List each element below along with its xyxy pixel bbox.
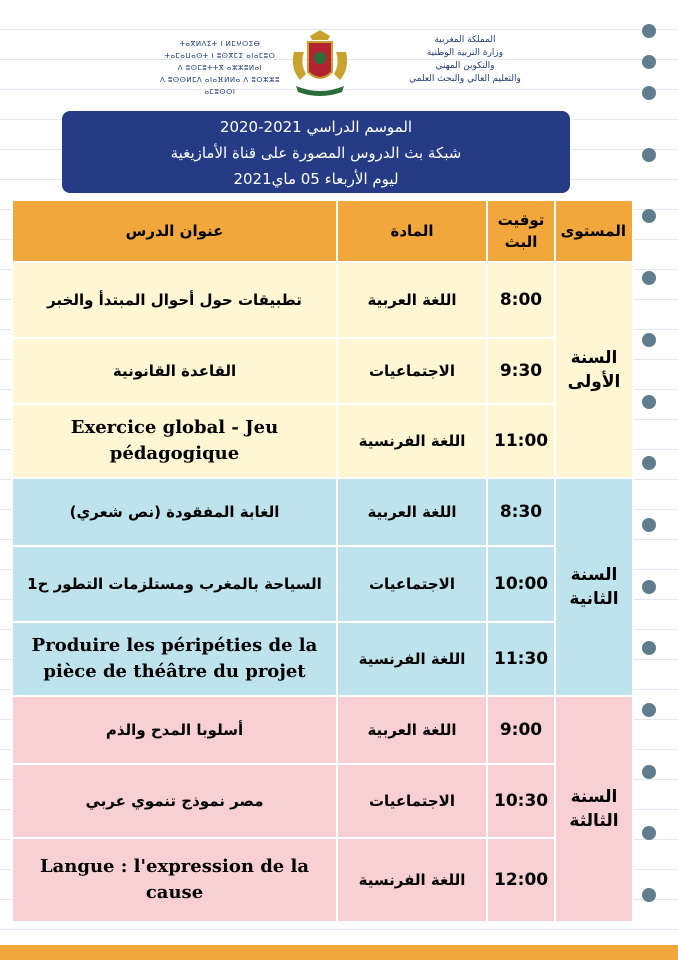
subject-cell: اللغة العربية [337,262,487,338]
subject-cell: الاجتماعيات [337,546,487,622]
tifinagh-line: ⴷ ⵓⵙⵎⵓⵜⵜⴳ ⴰⵣⵣⵓⵍⴰⵏ [177,64,263,72]
subject-cell: اللغة الفرنسية [337,838,487,922]
footer-bar [0,945,678,960]
table-row [12,696,633,764]
binder-hole-icon [642,826,656,840]
binder-hole-icon [642,456,656,470]
table-row [12,338,633,404]
time-cell: 11:30 [487,622,555,696]
subject-cell: الاجتماعيات [337,338,487,404]
lesson-title-cell: الغابة المفقودة (نص شعري) [12,478,337,546]
binder-hole-icon [642,55,656,69]
table-row [12,404,633,478]
ministry-line: والتعليم العالي والبحث العلمي [409,74,521,84]
lesson-title-cell: مصر نموذج تنموي عربي [12,764,337,838]
binder-holes [638,0,656,960]
moroccan-coat-of-arms-icon [288,28,352,98]
ministry-line: وزارة التربية الوطنية [426,48,504,58]
binder-hole-icon [642,765,656,779]
binder-hole-icon [642,518,656,532]
tifinagh-line: ⵜⴰⵎⴰⵡⴰⵙⵜ ⵏ ⵓⵙⴳⵎⵉ ⴰⵏⴰⵎⵓⵔ [164,52,276,60]
schedule-banner [62,111,570,193]
subject-cell: اللغة العربية [337,696,487,764]
time-cell: 9:30 [487,338,555,404]
lesson-title-cell: تطبيقات حول أحوال المبتدأ والخبر [12,262,337,338]
level-cell: السنة الأولى [555,262,633,478]
lesson-title-cell: القاعدة القانونية [12,338,337,404]
lesson-title-cell: السياحة بالمغرب ومستلزمات التطور ح1 [12,546,337,622]
table-row [12,546,633,622]
binder-hole-icon [642,86,656,100]
table-header-row [12,200,633,262]
binder-hole-icon [642,703,656,717]
time-cell: 8:30 [487,478,555,546]
tifinagh-line: ⵜⴰⴳⵍⴷⵉⵜ ⵏ ⵍⵎⵖⵔⵉⴱ [179,40,261,48]
binder-hole-icon [642,641,656,655]
lesson-title-cell: Exercice global - Jeu pédagogique [12,404,337,478]
table-row [12,838,633,922]
ministry-header [150,28,550,98]
subject-cell: اللغة العربية [337,478,487,546]
binder-hole-icon [642,271,656,285]
subject-cell: الاجتماعيات [337,764,487,838]
time-cell: 9:00 [487,696,555,764]
time-cell: 8:00 [487,262,555,338]
lesson-title-cell: Produire les péripéties de la pièce de théâtre du projet [12,622,337,696]
header-subject: المادة [337,200,487,262]
header-time: توقيت البث [487,200,555,262]
lesson-title-cell: Langue : l'expression de la cause [12,838,337,922]
ministry-line: والتكوين المهني [435,61,495,71]
time-cell: 11:00 [487,404,555,478]
tifinagh-line: ⴷ ⵓⵙⵙⵍⵎⴷ ⴰⵏⴰⴼⵍⵍⴰ ⴷ ⵓⵔⵣⵣⵓ ⴰⵎⵓⵙⵙⵏ [159,76,281,96]
time-cell: 10:00 [487,546,555,622]
level-cell: السنة الثالثة [555,696,633,922]
table-row [12,622,633,696]
lesson-title-cell: أسلوبا المدح والذم [12,696,337,764]
subject-cell: اللغة الفرنسية [337,404,487,478]
binder-hole-icon [642,333,656,347]
table-row [12,262,633,338]
lesson-schedule-table [11,199,634,923]
binder-hole-icon [642,209,656,223]
binder-hole-icon [642,580,656,594]
schedule-title: شبكة بث الدروس المصورة على قناة الأمازيغية [170,144,462,162]
time-cell: 12:00 [487,838,555,922]
header-title: عنوان الدرس [12,200,337,262]
time-cell: 10:30 [487,764,555,838]
table-row [12,478,633,546]
binder-hole-icon [642,148,656,162]
ministry-line: المملكة المغربية [434,35,496,45]
table-row [12,764,633,838]
level-cell: السنة الثانية [555,478,633,696]
school-year: الموسم الدراسي 2021-2020 [219,118,413,136]
subject-cell: اللغة الفرنسية [337,622,487,696]
schedule-date: ليوم الأربعاء 05 ماي2021 [233,170,399,188]
header-level: المستوى [555,200,633,262]
binder-hole-icon [642,24,656,38]
arabic-ministry-name [380,34,550,86]
binder-hole-icon [642,395,656,409]
binder-hole-icon [642,888,656,902]
tifinagh-ministry-name [150,38,290,98]
